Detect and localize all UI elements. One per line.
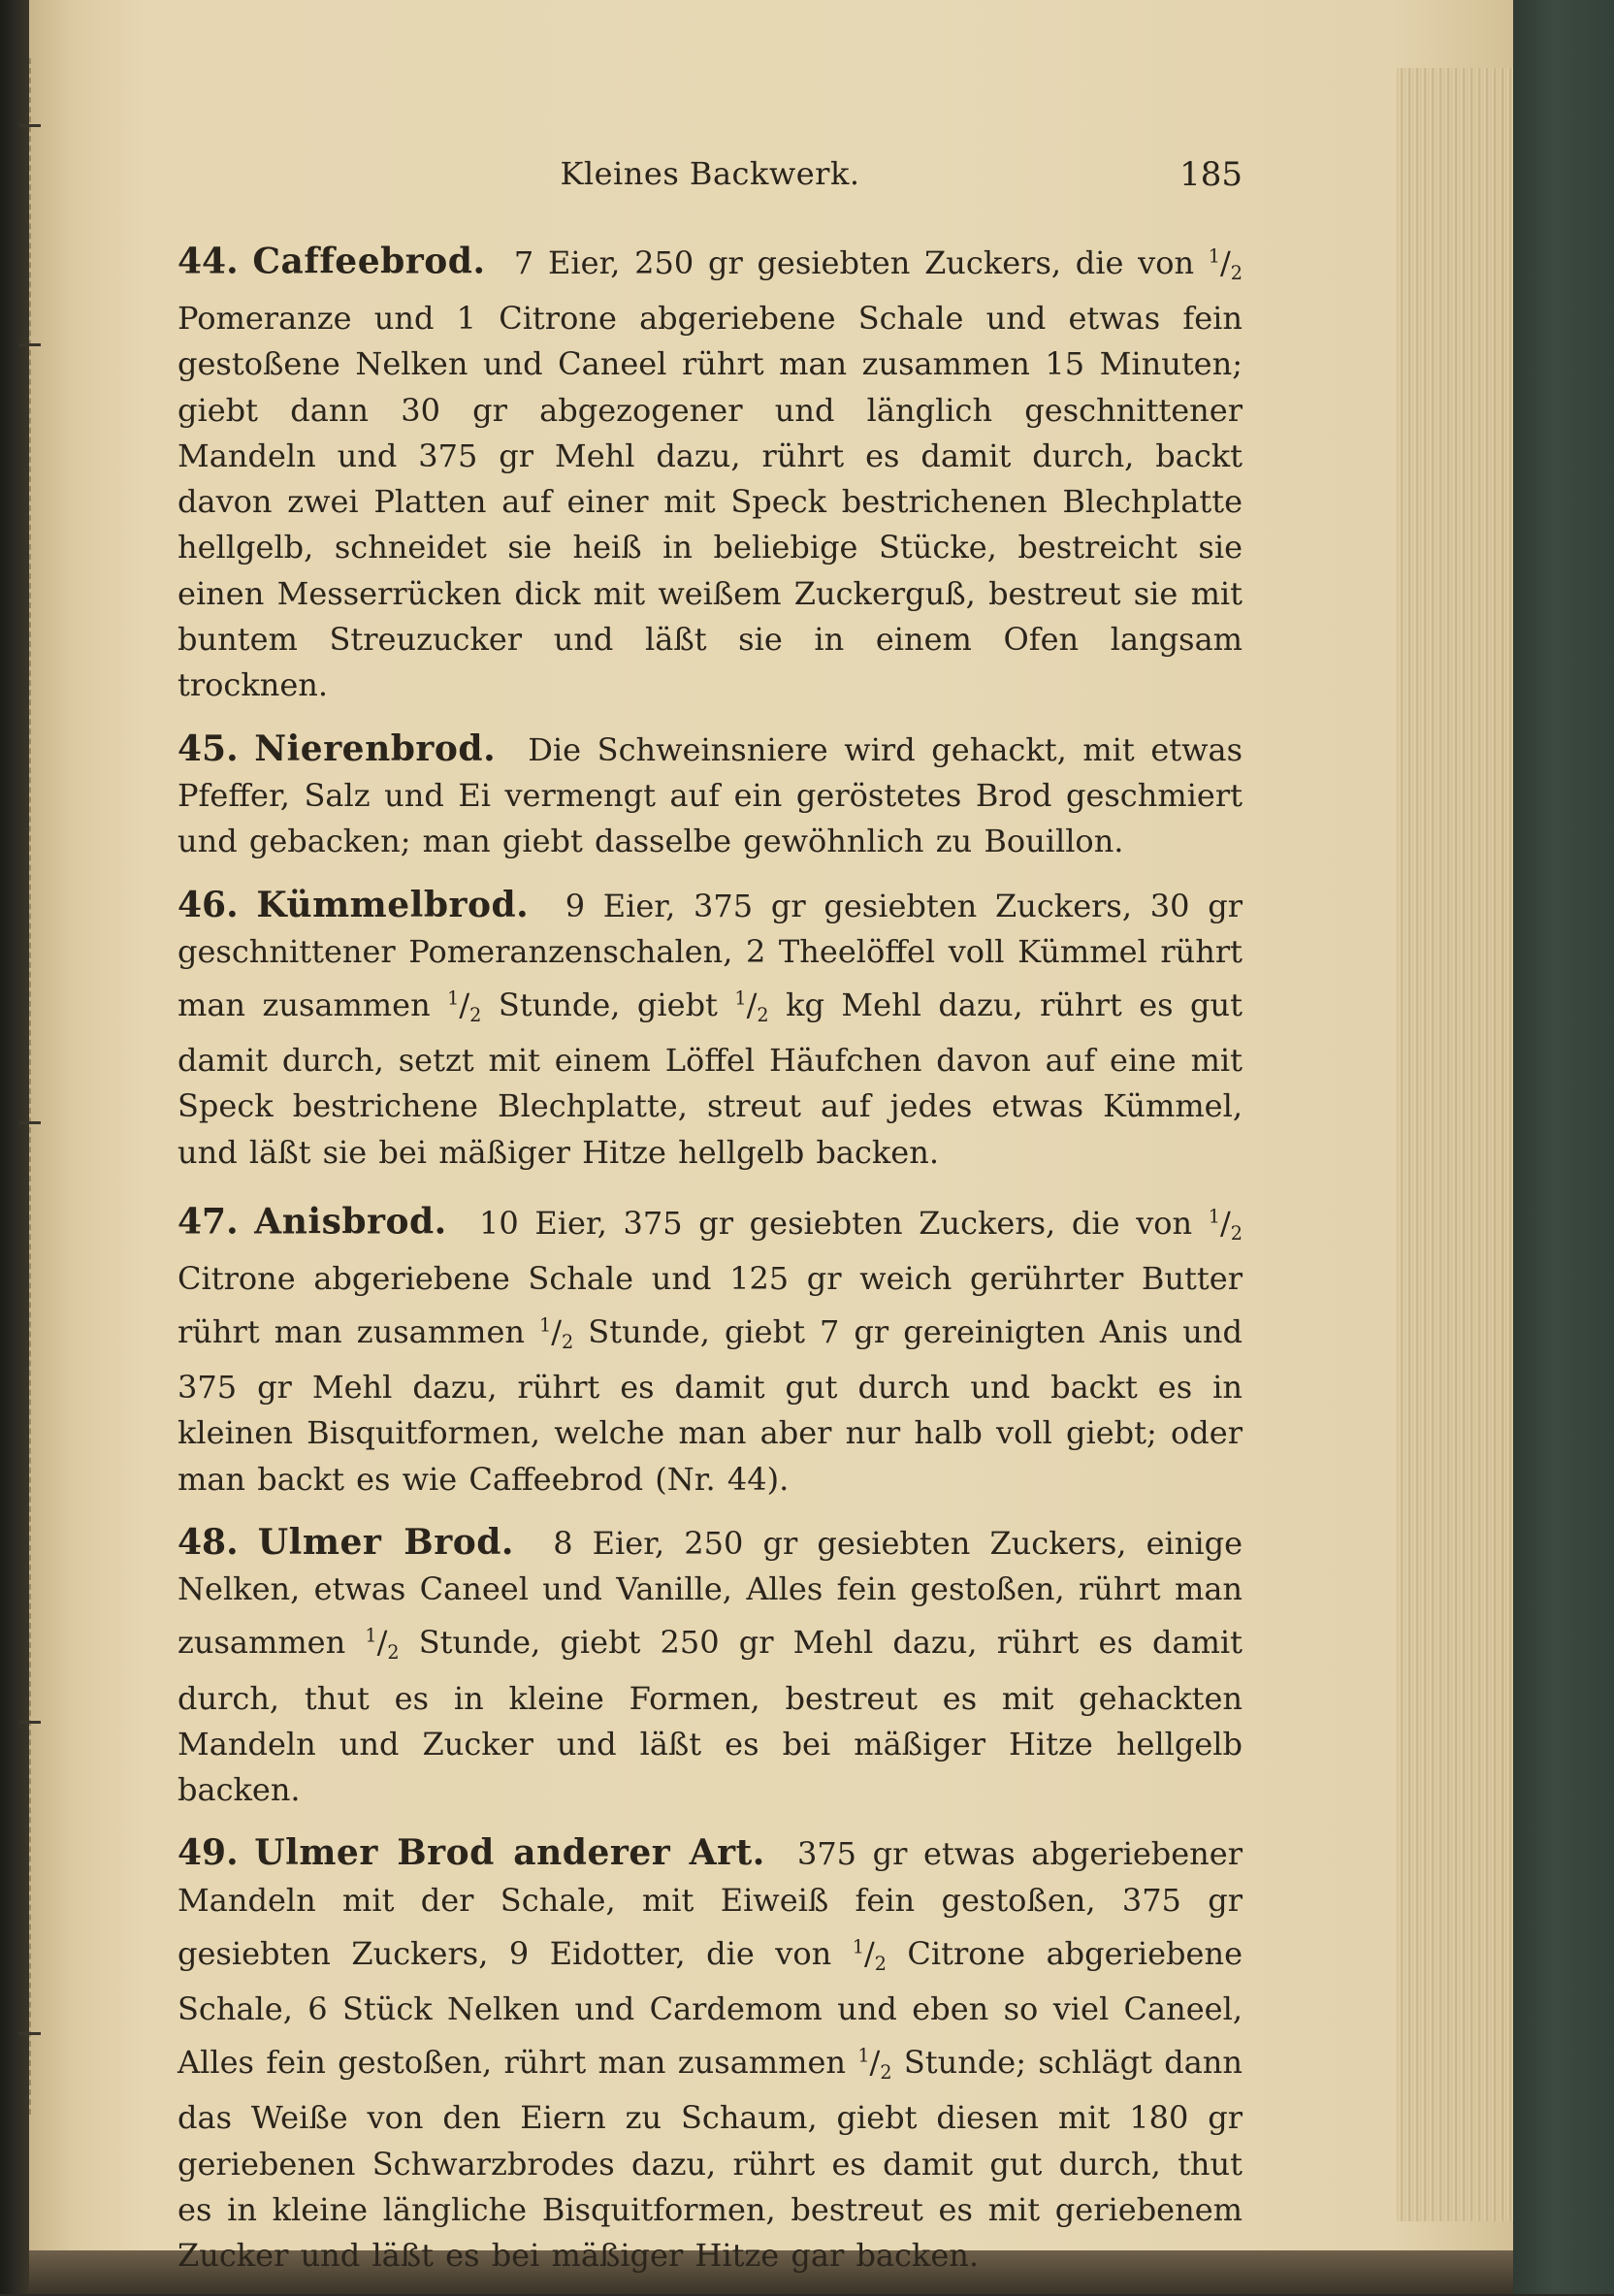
fraction-numerator: 1: [1208, 1204, 1221, 1227]
fraction-denominator: 2: [387, 1641, 400, 1665]
fraction-numerator: 1: [365, 1624, 377, 1647]
recipe: [178, 883, 1243, 1176]
fraction-denominator: 2: [1230, 1221, 1243, 1245]
recipe-paragraph: [178, 233, 1243, 709]
recipe: [178, 1193, 1243, 1503]
binding-mark: [19, 1721, 41, 1724]
fraction-denominator: 2: [1230, 261, 1243, 284]
recipe-body: 10 Eier, 375 gr gesiebten Zuckers, die von $^1/_2$ Citrone abgeriebene Schale und 125 gr weich gerührter Butter rührt man zusammen $^1/_2$ Stunde, giebt 7 gr gereinigten Anis und 375 gr Mehl dazu, rührt es damit gut durch und backt es in kleinen Bisquitformen, welche man aber nur halb voll giebt; oder man backt es wie Caffeebrod (Nr. 44).: [178, 1204, 1243, 1498]
binding-mark: [19, 124, 41, 127]
fraction-numerator: 1: [1208, 244, 1221, 267]
recipe-paragraph: [178, 1830, 1243, 2279]
binding-mark: [19, 343, 41, 346]
fraction-denominator: 2: [562, 1330, 574, 1353]
recipe-number: 49.: [178, 1832, 239, 1874]
binding-mark: [19, 2032, 41, 2035]
fraction-denominator: 2: [880, 2060, 892, 2084]
recipe-number: 46.: [178, 884, 239, 925]
binding-mark: [19, 1121, 41, 1124]
recipe-title: Anisbrod.: [254, 1201, 447, 1243]
page-edges: [1397, 68, 1513, 2221]
fraction-numerator: 1: [734, 986, 747, 1010]
recipe-number: 45.: [178, 728, 239, 769]
page-number: 185: [1179, 155, 1243, 194]
recipe-paragraph: [178, 1520, 1243, 1813]
page-text: [178, 146, 1243, 2296]
recipe: [178, 233, 1243, 709]
binding-stitch: [29, 58, 33, 2115]
recipe-body: Die Schweinsniere wird gehackt, mit etwas Pfeffer, Salz und Ei vermengt auf ein geröstetes Brod geschmiert und gebacken; man giebt dasselbe gewöhnlich zu Bouillon.: [178, 730, 1243, 860]
recipe: [178, 1830, 1243, 2279]
recipe-title: Nierenbrod.: [254, 728, 497, 769]
recipe-number: 48.: [178, 1522, 239, 1564]
recipe-body: 8 Eier, 250 gr gesiebten Zuckers, einige Nelken, etwas Caneel und Vanille, Alles fein gestoßen, rührt man zusammen $^1/_2$ Stunde, giebt 250 gr Mehl dazu, rührt es damit durch, thut es in kleine Formen, bestreut es mit gehackten Mandeln und Zucker und läßt es bei mäßiger Hitze hellgelb backen.: [178, 1525, 1243, 1809]
recipe-title: Kümmelbrod.: [256, 884, 530, 925]
recipe: [178, 1520, 1243, 1813]
running-title: Kleines Backwerk.: [560, 155, 860, 192]
recipe: [178, 727, 1243, 865]
recipe-number: 47.: [178, 1201, 239, 1243]
recipe-body: 375 gr etwas abgeriebener Mandeln mit der Schale, mit Eiweiß fein gestoßen, 375 gr gesiebten Zuckers, 9 Eidotter, die von $^1/_2$ Citrone abgeriebene Schale, 6 Stück Nelken und Cardemom und eben so viel Caneel, Alles fein gestoßen, rührt man zusammen $^1/_2$ Stunde; schlägt dann das Weiße von den Eiern zu Schaum, giebt diesen mit 180 gr geriebenen Schwarzbrodes dazu, rührt es damit gut durch, thut es in kleine längliche Bisquitformen, bestreut es mit geriebenem Zucker und läßt es bei mäßiger Hitze gar backen.: [178, 1835, 1243, 2275]
recipe-title: Ulmer Brod.: [257, 1522, 514, 1564]
fraction-denominator: 2: [757, 1003, 769, 1026]
running-head: [178, 146, 1243, 204]
recipe-number: 44.: [178, 241, 239, 282]
recipe-paragraph: [178, 1193, 1243, 1503]
fraction-numerator: 1: [857, 2044, 870, 2067]
recipe-body: 9 Eier, 375 gr gesiebten Zuckers, 30 gr geschnittener Pomeranzenschalen, 2 Theelöffel voll Kümmel rührt man zusammen $^1/_2$ Stunde, giebt $^1/_2$ kg Mehl dazu, rührt es gut damit durch, setzt mit einem Löffel Häufchen davon auf eine mit Speck bestrichene Blechplatte, streut auf jedes etwas Kümmel, und läßt sie bei mäßiger Hitze hellgelb backen.: [178, 887, 1243, 1171]
fraction-denominator: 2: [874, 1952, 887, 1975]
fraction-denominator: 2: [469, 1003, 482, 1026]
fraction-numerator: 1: [447, 986, 460, 1010]
fraction-numerator: 1: [852, 1935, 864, 1958]
fraction-numerator: 1: [539, 1313, 552, 1337]
recipe-paragraph: [178, 727, 1243, 865]
recipe-title: Caffeebrod.: [252, 241, 486, 282]
recipe-body: 7 Eier, 250 gr gesiebten Zuckers, die von $^1/_2$ Pomeranze und 1 Citrone abgeriebene Schale und etwas fein gestoßene Nelken und Caneel rührt man zusammen 15 Minuten; giebt dann 30 gr abgezogener und länglich geschnittener Mandeln und 375 gr Mehl dazu, rührt es damit durch, backt davon zwei Platten auf einer mit Speck bestrichenen Blechplatte hellgelb, schneidet sie heiß in beliebige Stücke, bestreicht sie einen Messerrücken dick mit weißem Zuckerguß, bestreut sie mit buntem Streuzucker und läßt sie in einem Ofen langsam trocknen.: [178, 243, 1243, 704]
recipe-title: Ulmer Brod anderer Art.: [254, 1832, 765, 1874]
recipe-paragraph: [178, 883, 1243, 1176]
book-cover-right: [1513, 0, 1614, 2294]
